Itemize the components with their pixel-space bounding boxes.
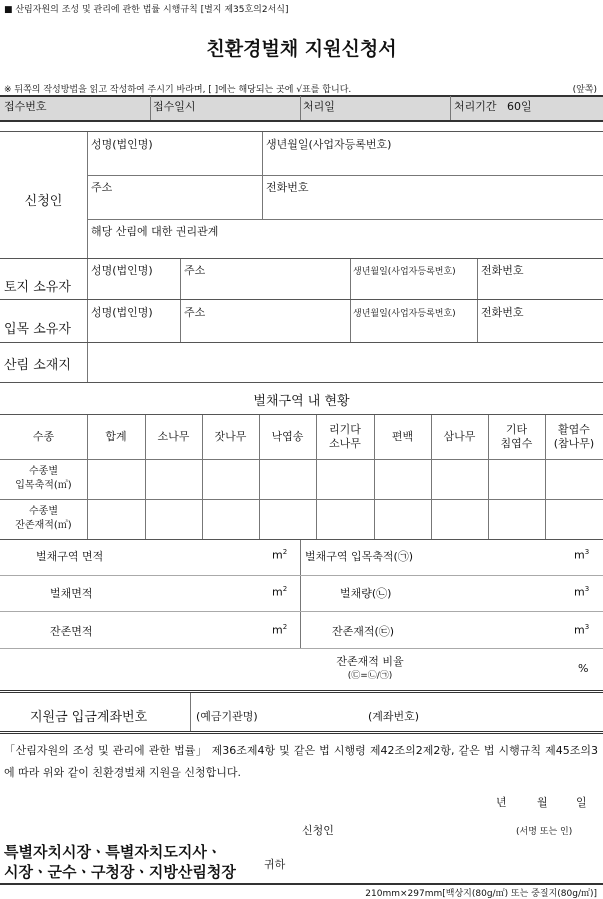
zone-volume-label: 벌채구역 입목축적(㉠): [305, 550, 414, 563]
land-owner-birth-label: 생년월일(사업자등록번호): [353, 267, 456, 277]
cut-volume-unit: $m^3$: [574, 585, 590, 599]
tree-owner-section-label: 입목 소유자: [4, 322, 71, 337]
processing-period-label: 처리기간: [454, 100, 497, 113]
tree-owner-address-label: 주소: [184, 306, 206, 319]
applicant-section-label: 신청인: [24, 194, 63, 209]
cut-volume-label: 벌채량(㉡): [340, 587, 392, 600]
status-row-remain: 수종별 잔존재적(㎥): [15, 506, 72, 531]
account-number-label: (계좌번호): [368, 710, 420, 723]
signature-applicant-label: 신청인: [302, 824, 334, 837]
page-title: 친환경벌채 지원신청서: [206, 38, 397, 60]
status-column-header: 수종: [32, 430, 55, 443]
status-column-header: 삼나무: [443, 430, 476, 443]
status-column-header: 편백: [391, 430, 414, 443]
status-column-header: 합계: [105, 430, 127, 443]
tree-owner-phone-label: 전화번호: [481, 306, 524, 319]
applicant-address-label: 주소: [91, 181, 113, 194]
paper-spec-footer: 210mm×297mm[백상지(80g/㎡) 또는 중질지(80g/㎡)]: [365, 889, 597, 899]
status-column-header: 낙엽송: [271, 430, 304, 443]
applicant-name-label: 성명(법인명): [91, 138, 153, 151]
application-statement: 「산림자원의 조성 및 관리에 관한 법률」 제36조제4항 및 같은 법 시행령 제42조의2제2항, 같은 법 시행규칙 제45조의3에 따라 위와 같이 친환경벌채 지원을 신청합니다.: [4, 744, 598, 779]
processing-period-value: 60일: [507, 100, 532, 113]
status-column-header: 잣나무: [214, 430, 247, 443]
cut-area-unit: $m^2$: [272, 585, 288, 599]
status-row-volume: 수종별 입목축적(㎥): [15, 466, 72, 491]
account-label: 지원금 입금계좌번호: [30, 710, 148, 725]
addressee: [4, 842, 236, 882]
remain-ratio-formula: (㉢=㉡/㉠): [347, 671, 393, 681]
addressee-line-1: 특별자치시장ㆍ특별자치도지사ㆍ: [4, 843, 222, 861]
land-owner-address-label: 주소: [184, 264, 206, 277]
tree-owner-birth-label: 생년월일(사업자등록번호): [353, 309, 456, 319]
bank-name-label: (예금기관명): [196, 710, 258, 723]
land-owner-phone-label: 전화번호: [481, 264, 524, 277]
remain-area-label: 잔존면적: [50, 625, 93, 638]
remain-volume-label: 잔존재적(㉢): [332, 625, 395, 638]
signature-hint: (서명 또는 인): [516, 827, 573, 837]
addressee-line-2: 시장ㆍ군수ㆍ구청장ㆍ지방산림청장: [4, 863, 236, 881]
remain-area-unit: $m^2$: [272, 623, 288, 637]
addressee-honorific: 귀하: [264, 858, 286, 871]
status-column-header: 리기다 소나무: [329, 423, 361, 450]
processing-period: [454, 98, 532, 114]
applicant-phone-label: 전화번호: [266, 181, 309, 194]
zone-area-unit: $m^2$: [272, 548, 288, 562]
status-section-title: 벌채구역 내 현황: [253, 394, 350, 409]
applicant-rights-label: 해당 산림에 대한 권리관계: [91, 225, 219, 238]
remain-volume-unit: $m^3$: [574, 623, 590, 637]
land-owner-section-label: 토지 소유자: [4, 280, 71, 295]
date-year-label: 년: [496, 796, 507, 809]
status-table: [0, 415, 603, 539]
status-column-header: 소나무: [157, 430, 190, 443]
forest-location-label: 산림 소재지: [4, 358, 71, 373]
zone-volume-unit: $m^3$: [574, 548, 590, 562]
page-side-label: (앞쪽): [572, 85, 597, 95]
receipt-date-label: 접수일시: [153, 100, 196, 113]
instruction-note: ※ 뒤쪽의 작성방법을 읽고 작성하여 주시기 바라며, [ ]에는 해당되는 곳에 √표를 합니다.: [4, 85, 352, 95]
remain-ratio-unit: %: [578, 662, 589, 675]
tree-owner-name-label: 성명(법인명): [91, 306, 153, 319]
status-column-header: 기타 침엽수: [500, 423, 533, 450]
date-day-label: 일: [576, 796, 587, 809]
receipt-number-label: 접수번호: [4, 100, 47, 113]
date-month-label: 월: [537, 796, 548, 809]
processed-date-label: 처리일: [303, 100, 335, 113]
remain-ratio-label: 잔존재적 비율: [336, 655, 404, 668]
land-owner-name-label: 성명(법인명): [91, 264, 153, 277]
applicant-birth-label: 생년월일(사업자등록번호): [266, 138, 392, 151]
zone-area-label: 벌채구역 면적: [36, 550, 104, 563]
status-column-header: 활엽수 (참나무): [553, 423, 595, 450]
cut-area-label: 벌채면적: [50, 587, 93, 600]
legal-basis: ■ 산림자원의 조성 및 관리에 관한 법률 시행규칙 [별지 제35호의2서식]: [4, 5, 289, 15]
